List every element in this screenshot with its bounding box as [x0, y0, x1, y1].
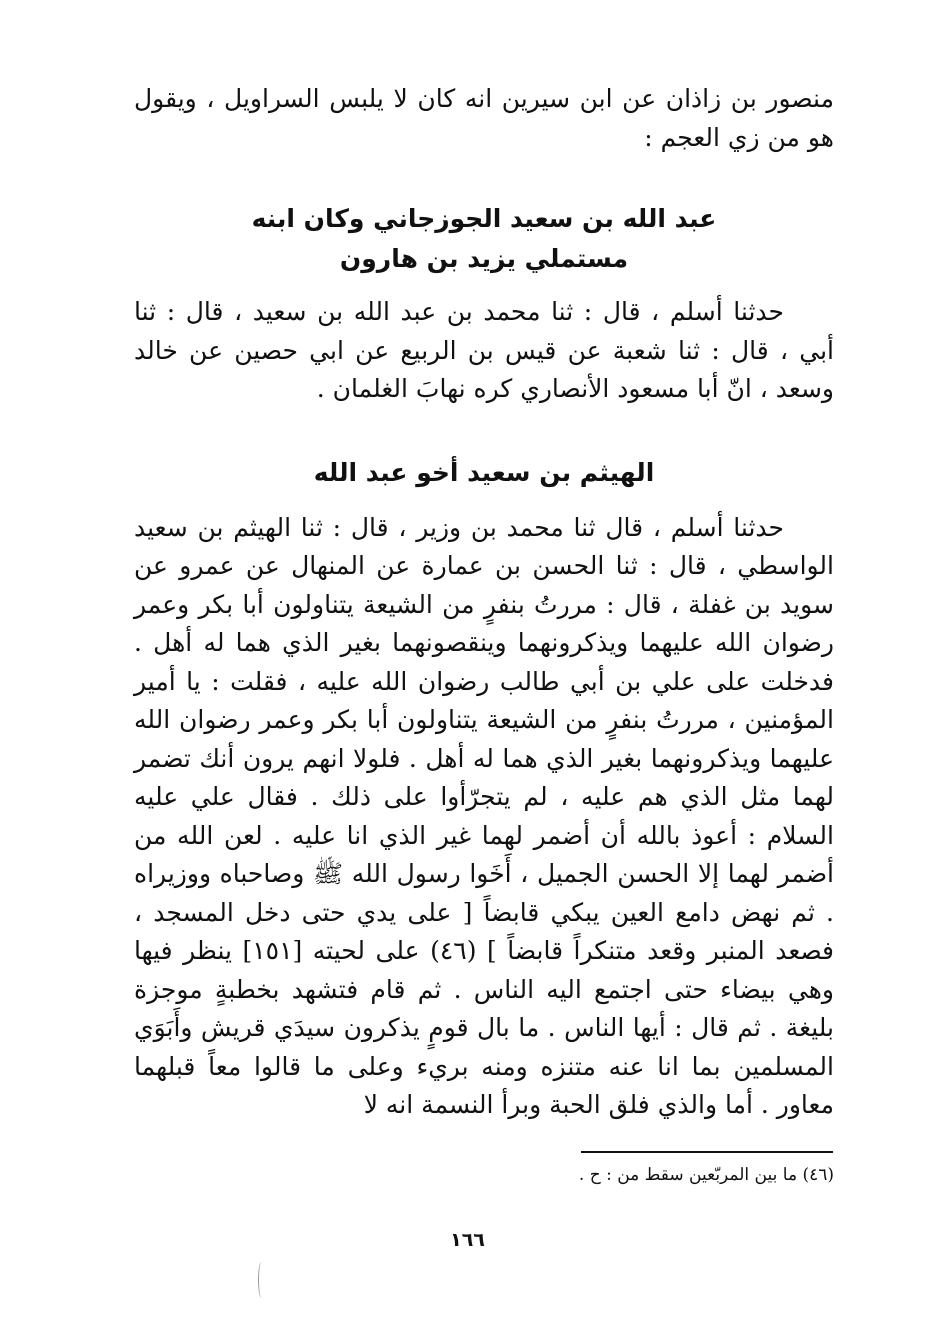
section-heading-1-line-2: مستملي يزيد بن هارون: [339, 244, 629, 273]
scan-artifact-mark: [258, 1262, 265, 1298]
footnote: (٤٦) ما بين المربّعين سقط من : ح .: [578, 1165, 834, 1185]
section-heading-1-line-1: عبد الله بن سعيد الجوزجاني وكان ابنه: [251, 204, 717, 233]
footnote-divider: [581, 1151, 833, 1153]
section-heading-1: [134, 199, 834, 279]
page-number: ١٦٦: [450, 1229, 485, 1251]
paragraph-2: حدثنا أسلم ، قال : ثنا محمد بن عبد الله بن سعيد ، قال : ثنا أبي ، قال : ثنا شعبة عن قيس بن الربيع عن ابي حصين عن خالد وسعد ، انّ أبا مسعود الأنصاري كره نهابَ الغلمان .: [134, 297, 834, 403]
page-body: [134, 80, 834, 1125]
section-heading-2: الهيثم بن سعيد أخو عبد الله: [313, 457, 655, 487]
paragraph-1: منصور بن زاذان عن ابن سيرين انه كان لا يلبس السراويل ، ويقول هو من زي العجم :: [134, 84, 834, 152]
paragraph-3: حدثنا أسلم ، قال ثنا محمد بن وزير ، قال : ثنا الهيثم بن سعيد الواسطي ، قال : ثنا الحسن بن عمارة عن المنهال عن عمرو عن سويد بن غفلة ، قال : مررتُ بنفرٍ من الشيعة يتناولون أبا بكر وعمر رضوان الله عليهما ويذكرونهما وينقصونهما بغير الذي هما له أهل . فدخلت على علي بن أبي طالب رضوان الله عليه ، فقلت : يا أمير المؤمنين ، مررتُ بنفرٍ من الشيعة يتناولون أبا بكر وعمر رضوان الله عليهما ويذكرونهما بغير الذي هما له أهل . فلولا انهم يرون أنك تضمر لهما مثل الذي هم عليه ، لم يتجرّأوا على ذلك . فقال علي عليه السلام : أعوذ بالله أن أضمر لهما غير الذي انا عليه . لعن الله من أضمر لهما إلا الحسن الجميل ، أَخَوا رسول الله ﷺ وصاحباه ووزيراه . ثم نهض دامع العين يبكي قابضاً [ على يدي حتى دخل المسجد ، فصعد المنبر وقعد متنكراً قابضاً ] (٤٦) على لحيته [١٥١] ينظر فيها وهي بيضاء حتى اجتمع اليه الناس . ثم قام فتشهد بخطبةٍ موجزة بليغة . ثم قال : أيها الناس . ما بال قومٍ يذكرون سيدَي قريش وأَبَوَي المسلمين بما انا عنه متنزه ومنه بريء وعلى ما قالوا معاً قبلهما معاور . أما والذي فلق الحبة وبرأ النسمة انه لا: [134, 512, 835, 1119]
